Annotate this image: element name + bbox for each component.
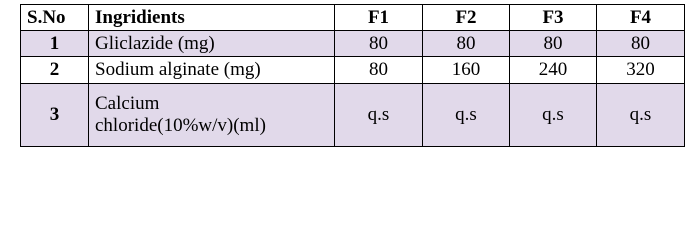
header-f4: F4 [597, 5, 685, 31]
header-f3: F3 [510, 5, 597, 31]
table-row [21, 57, 685, 84]
header-sno: S.No [21, 5, 89, 31]
header-ingredients: Ingridients [89, 5, 335, 31]
value-f3: 240 [510, 57, 597, 84]
row-number: 2 [21, 57, 89, 84]
value-f1: 80 [335, 57, 423, 84]
value-f2: 160 [423, 57, 510, 84]
table-row [21, 84, 685, 147]
value-f3: 80 [510, 31, 597, 57]
value-f1: q.s [335, 84, 423, 147]
value-f4: 320 [597, 57, 685, 84]
value-f1: 80 [335, 31, 423, 57]
table-header-row [21, 5, 685, 31]
header-f1: F1 [335, 5, 423, 31]
value-f3: q.s [510, 84, 597, 147]
ingredient-name: Gliclazide (mg) [89, 31, 335, 57]
formulation-table [20, 4, 685, 147]
value-f2: q.s [423, 84, 510, 147]
ingredient-name-line: Calcium [95, 93, 160, 114]
ingredient-name: Sodium alginate (mg) [89, 57, 335, 84]
value-f4: 80 [597, 31, 685, 57]
value-f2: 80 [423, 31, 510, 57]
row-number: 3 [21, 84, 89, 147]
ingredient-name [89, 84, 335, 147]
value-f4: q.s [597, 84, 685, 147]
table-row [21, 31, 685, 57]
ingredient-name-line: chloride(10%w/v)(ml) [95, 115, 266, 136]
row-number: 1 [21, 31, 89, 57]
header-f2: F2 [423, 5, 510, 31]
